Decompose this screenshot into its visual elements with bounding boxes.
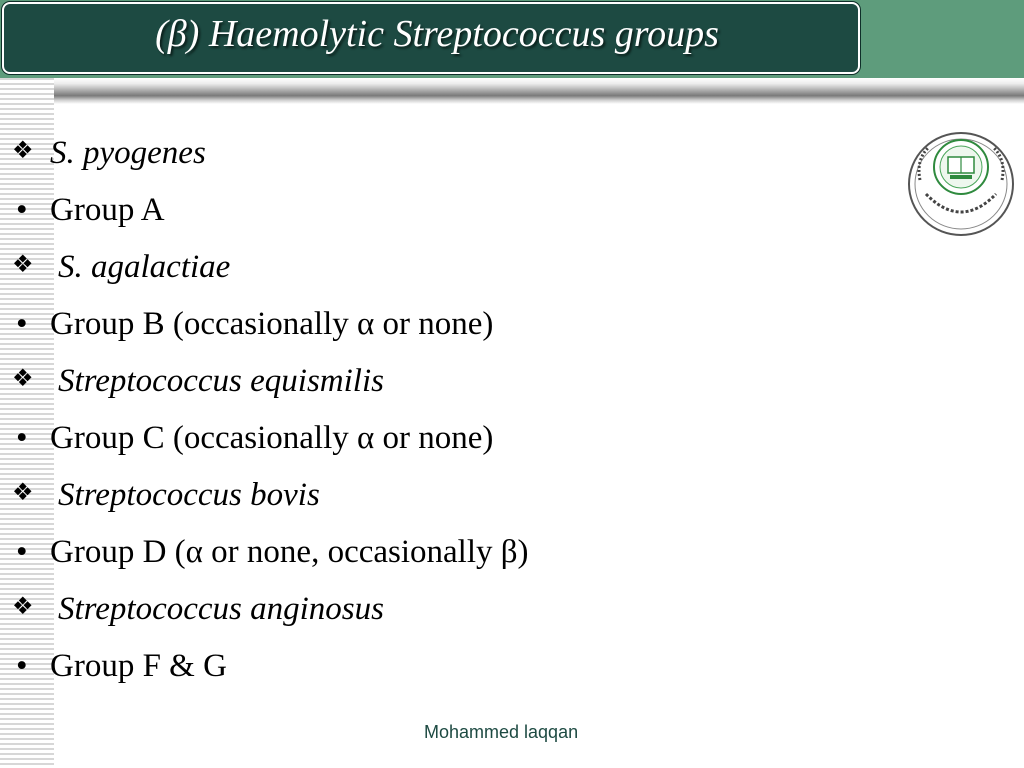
list-item-text: Streptococcus anginosus	[58, 591, 384, 627]
diamond-bullet-icon: ❖	[12, 252, 34, 278]
round-bullet-icon: •	[16, 420, 28, 456]
diamond-bullet-icon: ❖	[12, 138, 34, 164]
list-item-text: Group A	[50, 192, 165, 228]
header-divider	[0, 78, 1024, 104]
list-item-text: S. agalactiae	[58, 249, 231, 285]
diamond-bullet-icon: ❖	[12, 366, 34, 392]
round-bullet-icon: •	[16, 306, 28, 342]
list-item-text: Streptococcus bovis	[58, 477, 320, 513]
list-item-text: Streptococcus equismilis	[58, 363, 384, 399]
list-item-text: Group C (occasionally α or none)	[50, 420, 494, 456]
list-item-text: Group F & G	[50, 648, 227, 684]
university-seal-icon	[906, 130, 1016, 238]
footer-author: Mohammed laqqan	[424, 722, 579, 742]
round-bullet-icon: •	[16, 534, 28, 570]
slide-title: (β) Haemolytic Streptococcus groups	[155, 13, 719, 55]
diamond-bullet-icon: ❖	[12, 480, 34, 506]
list-item-text: Group B (occasionally α or none)	[50, 306, 494, 342]
round-bullet-icon: •	[16, 648, 28, 684]
list-item-text: S. pyogenes	[50, 135, 206, 171]
list-item-text: Group D (α or none, occasionally β)	[50, 534, 529, 570]
round-bullet-icon: •	[16, 192, 28, 228]
diamond-bullet-icon: ❖	[12, 594, 34, 620]
